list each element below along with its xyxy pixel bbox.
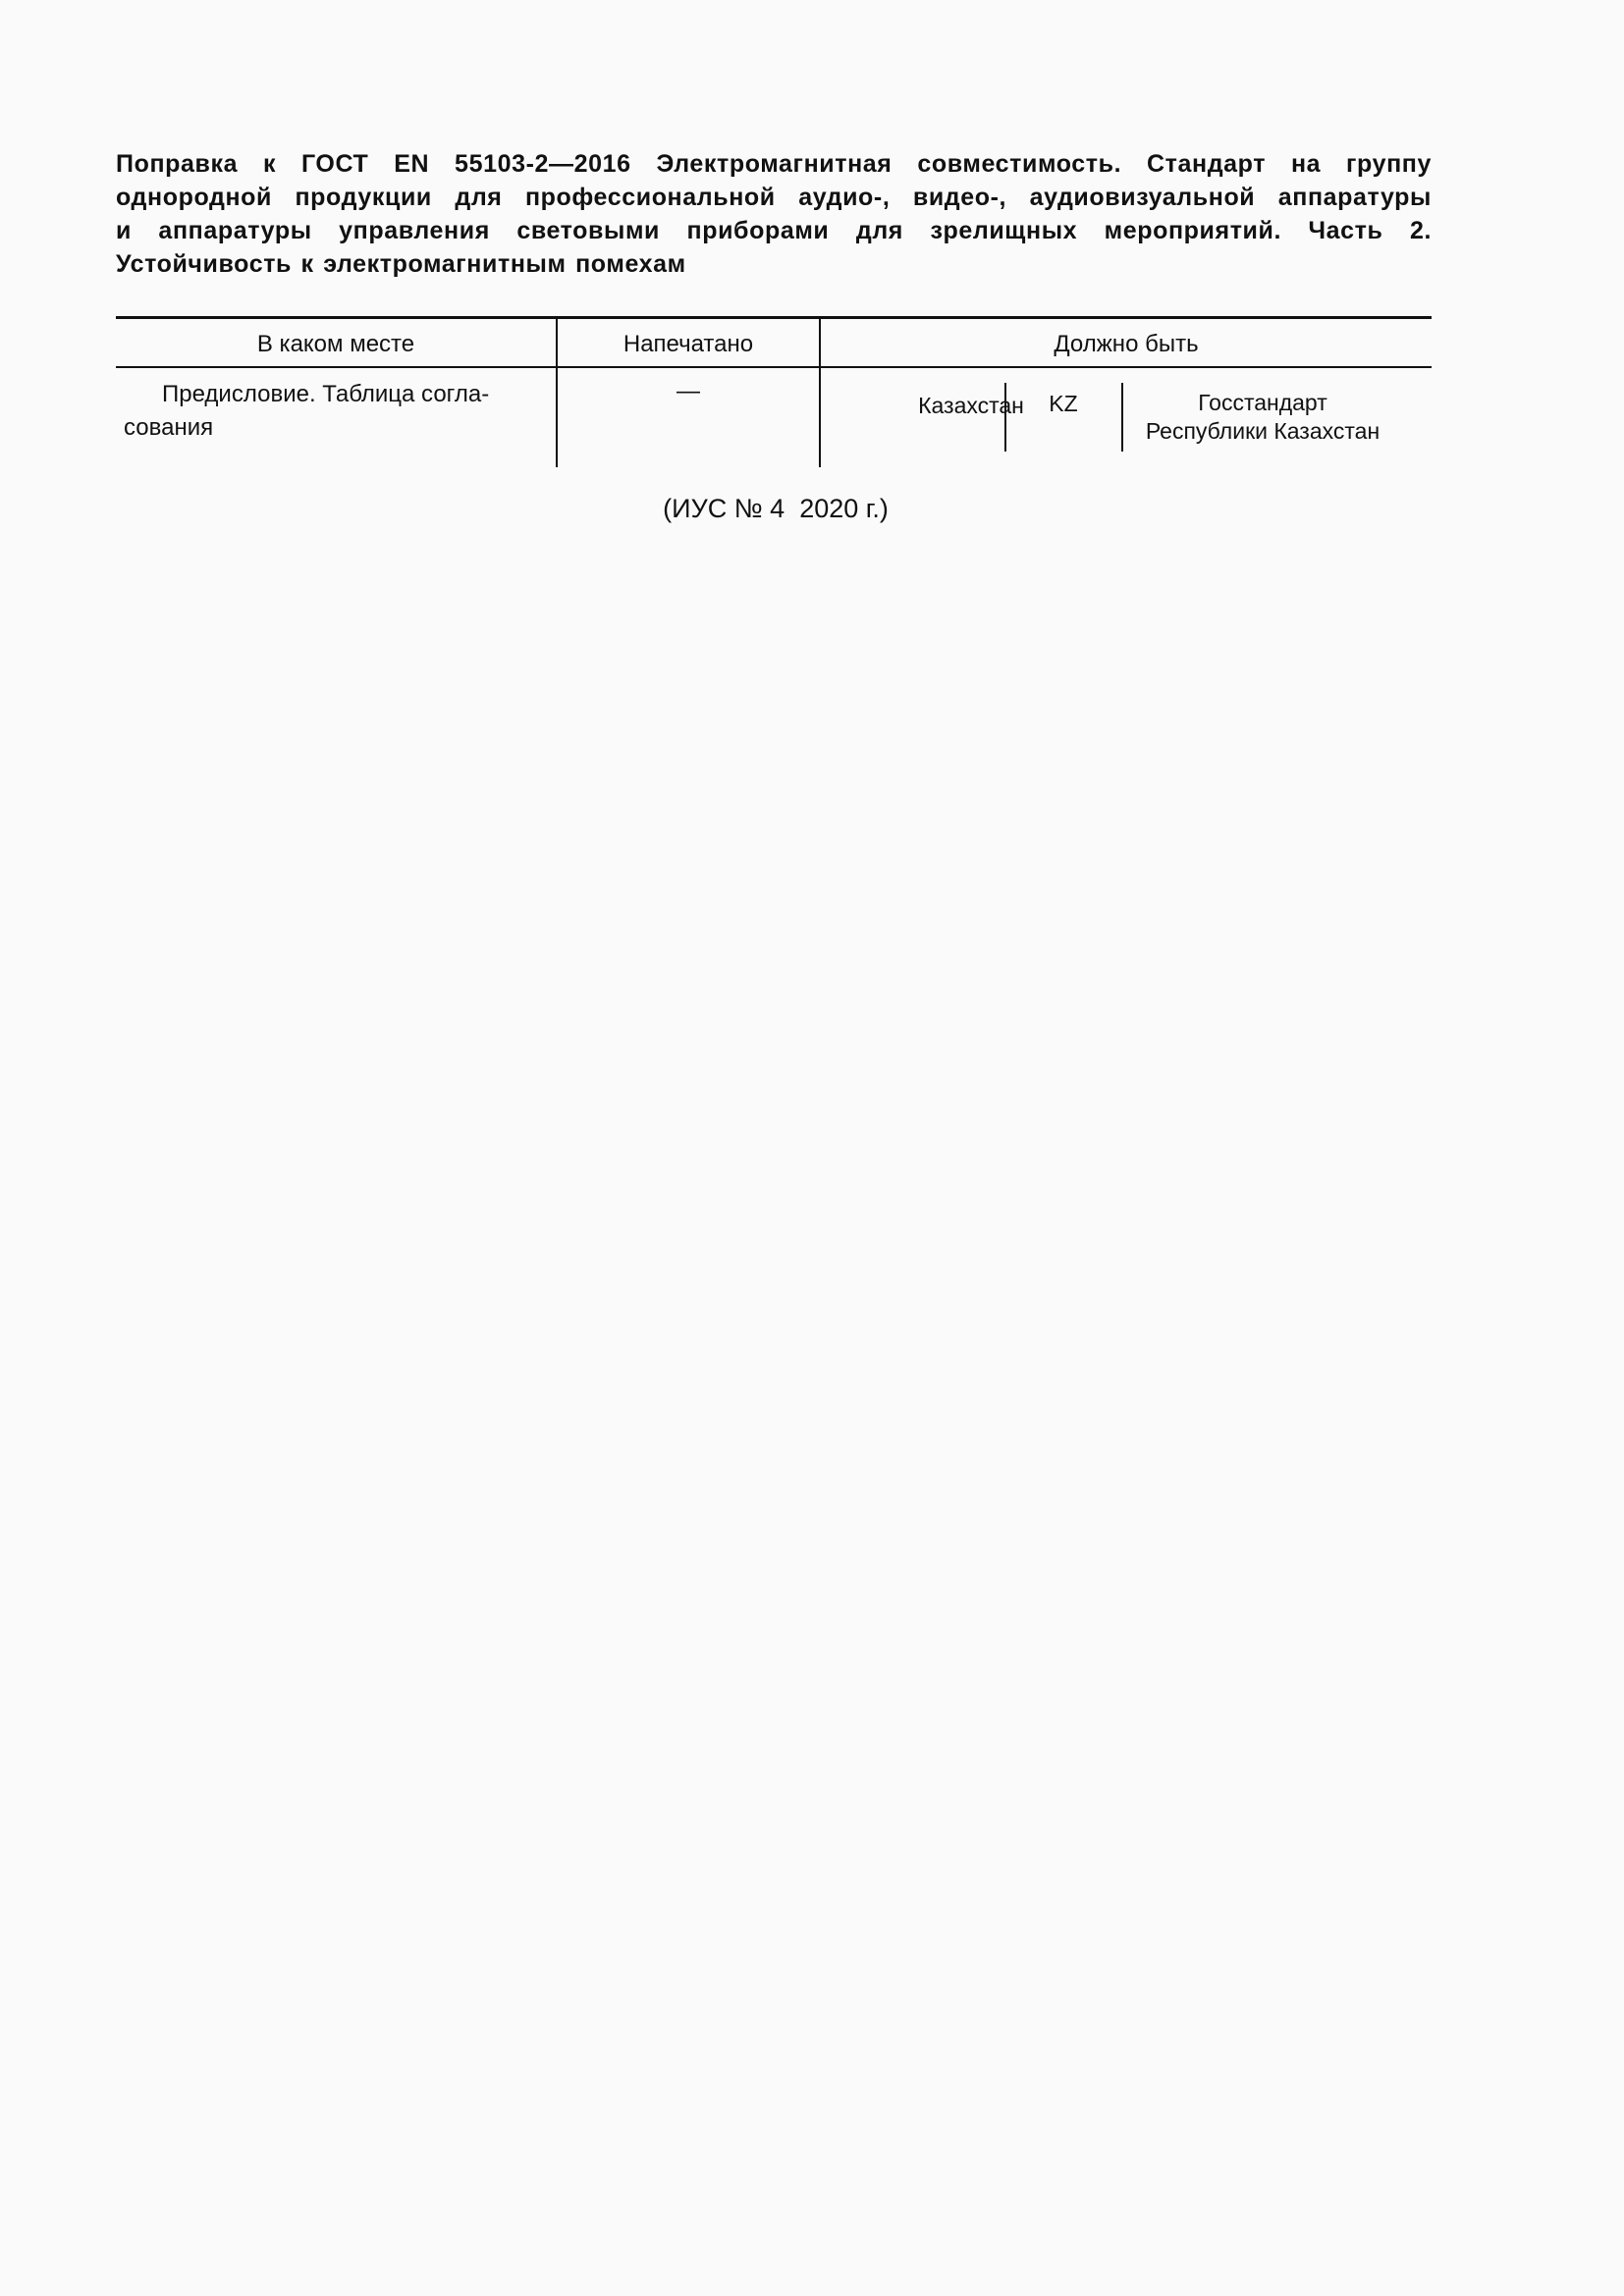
standards-body-line-1: Госстандарт [1198,390,1327,415]
table-top-rule [116,316,1432,319]
header-should-be: Должно быть [1054,331,1199,357]
publication-note: (ИУС № 4 2020 г.) [663,494,889,523]
location-line-1: Предисловие. Таблица согла- [162,381,490,407]
header-printed: Напечатано [623,331,754,357]
table-header-rule [116,366,1432,368]
standards-body-line-2: Республики Казахстан [1145,418,1380,444]
title-line-3: и аппаратуры управления световыми приборами для зрелищных мероприятий. Часть 2. [116,217,1432,244]
country-code: KZ [1049,391,1078,416]
standards-body [1123,389,1402,446]
title-line-4: Устойчивость к электромагнитным помехам [116,250,686,278]
title-line-1: Поправка к ГОСТ EN 55103-2—2016 Электромагнитная совместимость. Стандарт на группу [116,150,1432,178]
document-title [116,147,1432,281]
location-line-2: сования [124,414,214,441]
printed-value: — [677,378,700,404]
title-line-2: однородной продукции для профессиональной аудио-, видео-, аудиовизуальной аппаратуры [116,184,1432,211]
header-location: В каком месте [256,331,415,357]
country-name: Казахстан [918,393,1024,418]
